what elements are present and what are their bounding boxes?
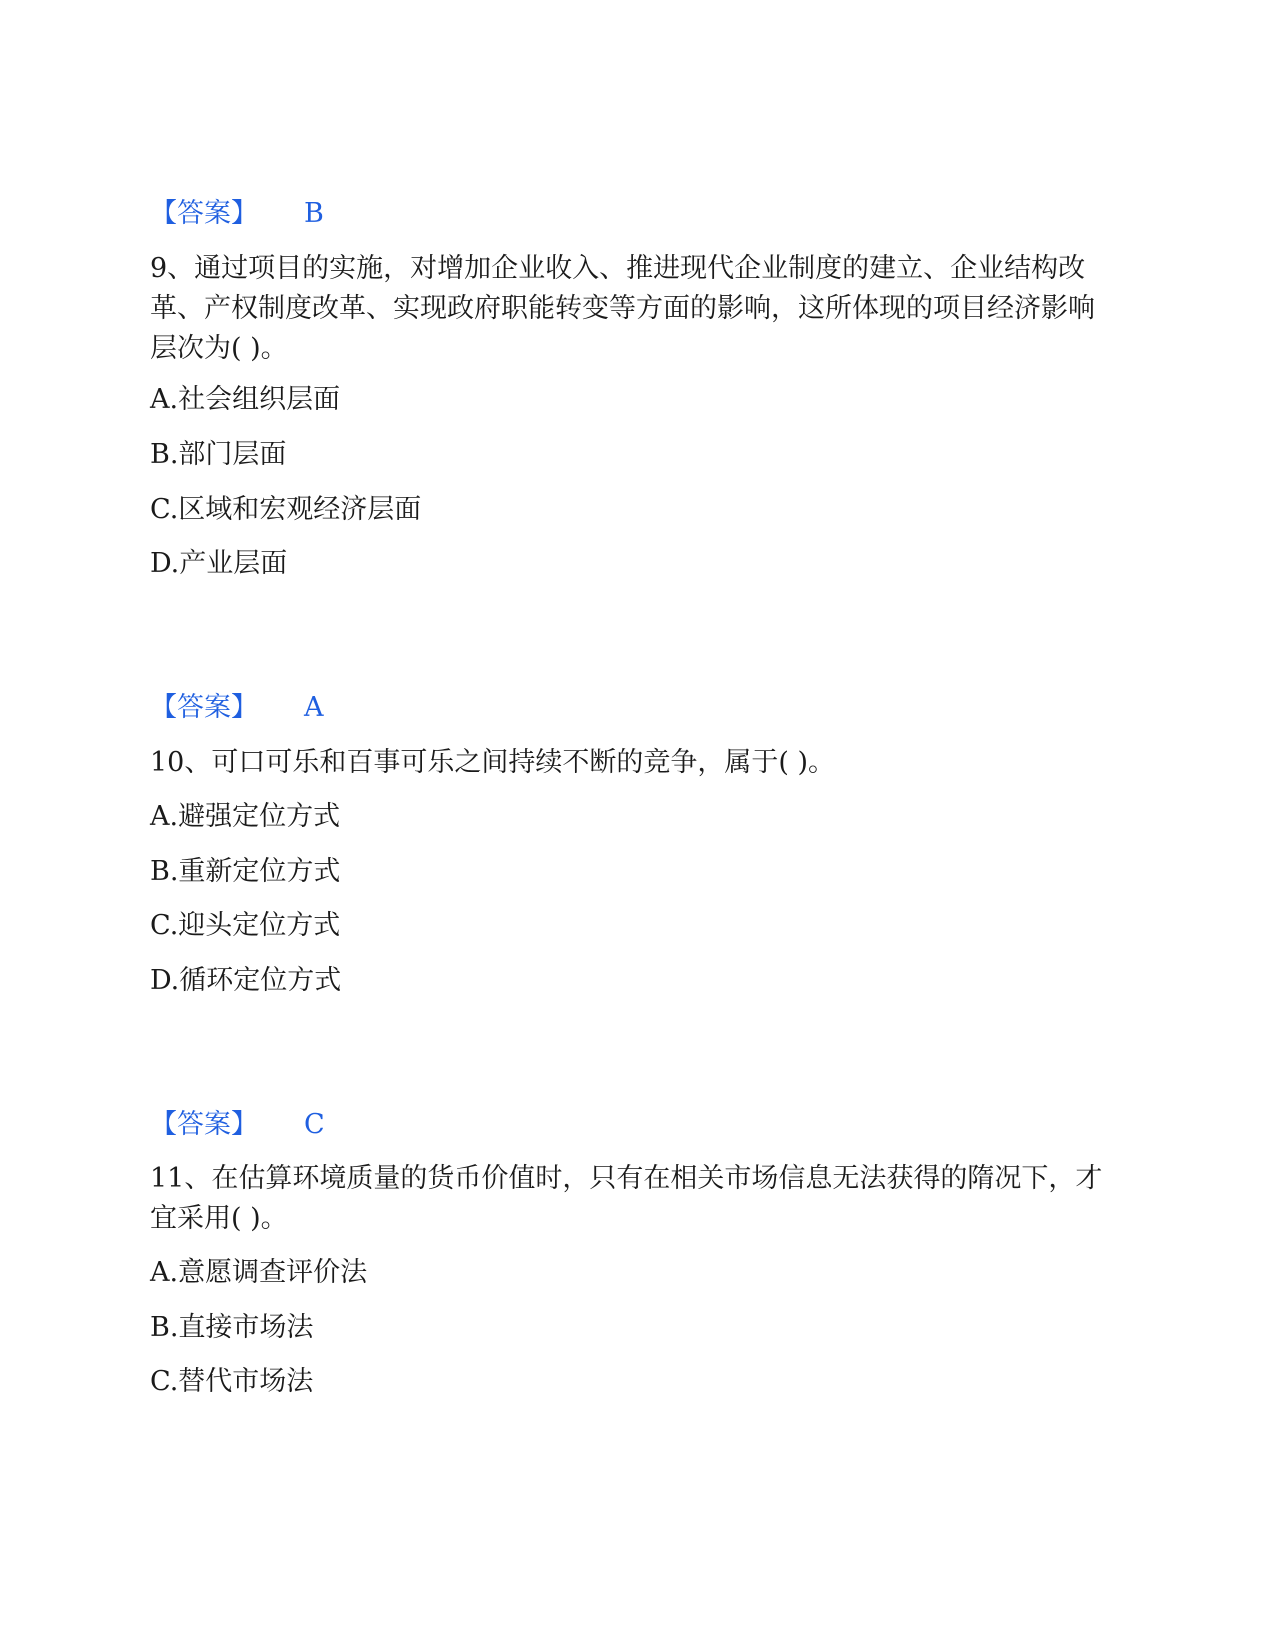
- question-11-option-c: C.替代市场法: [150, 1366, 314, 1397]
- question-10-option-a: A.避强定位方式: [150, 801, 341, 832]
- question-9-option-c: C.区域和宏观经济层面: [150, 494, 422, 525]
- answer-value: B: [304, 198, 324, 229]
- answer-line: [150, 691, 324, 725]
- question-10-option-d: D.循环定位方式: [150, 965, 342, 996]
- question-10-option-c: C.迎头定位方式: [150, 910, 341, 941]
- question-9-text: 9、通过项目的实施，对增加企业收入、推进现代企业制度的建立、企业结构改革、产权制度改革、实现政府职能转变等方面的影响，这所体现的项目经济影响层次为( )。: [150, 253, 1095, 364]
- answer-line: [150, 1108, 325, 1142]
- question-10-option-b: B.重新定位方式: [150, 856, 341, 887]
- answer-label: 【答案】: [150, 692, 258, 723]
- question-9-option-d: D.产业层面: [150, 548, 288, 579]
- answer-value: C: [304, 1109, 325, 1140]
- question-9-option-a: A.社会组织层面: [150, 384, 341, 415]
- question-11-text: 11、在估算环境质量的货币价值时，只有在相关市场信息无法获得的隋况下，才宜采用( )。: [150, 1163, 1103, 1234]
- answer-label: 【答案】: [150, 1109, 258, 1140]
- question-10-text: 10、可口可乐和百事可乐之间持续不断的竞争，属于( )。: [150, 747, 836, 778]
- answer-line: [150, 197, 324, 231]
- question-11-option-a: A.意愿调查评价法: [150, 1257, 368, 1288]
- question-9-option-b: B.部门层面: [150, 439, 287, 470]
- answer-value: A: [304, 692, 324, 723]
- answer-label: 【答案】: [150, 198, 258, 229]
- question-11-option-b: B.直接市场法: [150, 1312, 314, 1343]
